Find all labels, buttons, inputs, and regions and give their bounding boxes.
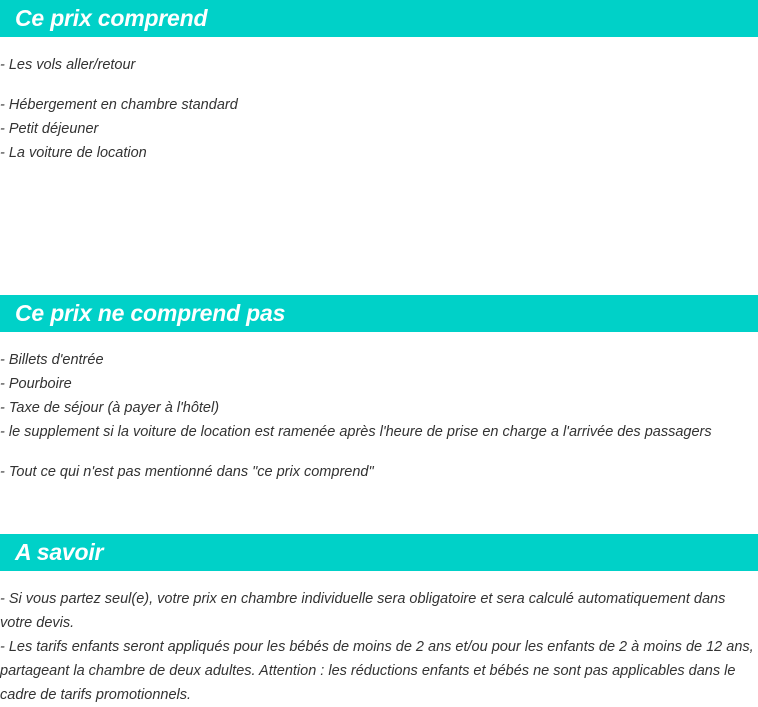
list-item: - Pourboire	[0, 376, 72, 392]
section-title-info: A savoir	[15, 539, 104, 565]
info-paragraph: - Les tarifs enfants seront appliqués pour les bébés de moins de 2 ans et/ou pour les enfants de 2 à moins de 12 ans, partageant la chambre de deux adultes. Attention : les réductions enfants et bébés ne sont pas applicables dans le cadre de tarifs promotionnels.	[0, 639, 754, 703]
list-item: - le supplement si la voiture de location est ramenée après l'heure de prise en charge a l'arrivée des passagers	[0, 424, 712, 440]
list-item: - La voiture de location	[0, 145, 147, 161]
list-item: - Petit déjeuner	[0, 121, 99, 137]
list-item: - Taxe de séjour (à payer à l'hôtel)	[0, 400, 220, 416]
info-paragraph: - Si vous partez seul(e), votre prix en chambre individuelle sera obligatoire et sera calculé automatiquement dans votre devis.	[0, 591, 726, 631]
list-item: - Tout ce qui n'est pas mentionné dans "ce prix comprend"	[0, 464, 374, 480]
section-title-excluded: Ce prix ne comprend pas	[15, 300, 286, 326]
section-header-excluded	[0, 295, 758, 332]
section-header-info	[0, 534, 758, 571]
list-item: - Billets d'entrée	[0, 352, 104, 368]
section-header-included	[0, 0, 758, 37]
list-item: - Les vols aller/retour	[0, 57, 136, 73]
section-title-included: Ce prix comprend	[15, 5, 208, 31]
list-item: - Hébergement en chambre standard	[0, 97, 238, 113]
